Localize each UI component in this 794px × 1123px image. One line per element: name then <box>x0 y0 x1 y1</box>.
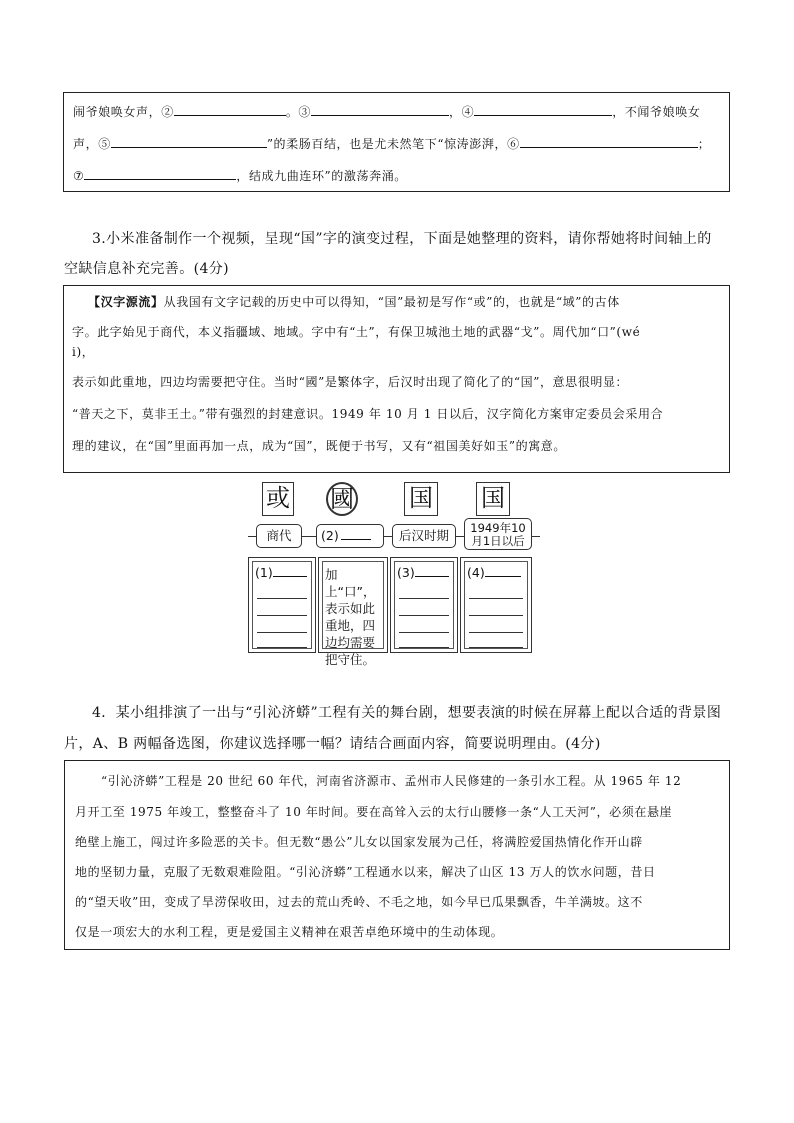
q2-line-1 <box>73 95 700 129</box>
card-4-text <box>467 564 521 581</box>
card-3-label: (3) <box>397 565 415 580</box>
q2-answer-box <box>63 92 730 192</box>
source-line-4: 表示如此重地，四边均需要把守住。当时“國”是繁体字，后汉时出现了简化了的“国”，意思很明显： <box>72 375 629 389</box>
blank-card-3[interactable] <box>415 564 449 577</box>
q3-question-2 <box>64 254 736 284</box>
timeline-card-4 <box>460 557 532 653</box>
q2-line-3 <box>73 159 407 193</box>
source-line-5: “普天之下，莫非王土。”带有强烈的封建意识。1949 年 10 月 1 日以后，汉字简化方案审定委员会采用合 <box>72 407 664 421</box>
q2-text: ； <box>697 137 711 151</box>
q2-text: 声，⑤ <box>73 137 111 151</box>
glyph-or: 或 <box>262 482 294 516</box>
q4-passage-box <box>64 760 730 950</box>
card-4-line[interactable] <box>469 647 523 648</box>
blank-card-1[interactable] <box>273 564 307 577</box>
card-1-line[interactable] <box>257 615 307 616</box>
blank-2[interactable] <box>174 101 286 116</box>
node-1949-line1: 1949年10 <box>470 521 526 535</box>
card-3-line[interactable] <box>399 598 449 599</box>
card-4-label: (4) <box>467 565 485 580</box>
card-3-line[interactable] <box>399 615 449 616</box>
blank-6[interactable] <box>520 133 698 148</box>
source-text: 从我国有文字记载的历史中可以得知，“国”最初是写作“或”的，也就是“域”的古体 <box>163 295 620 309</box>
card-3-line[interactable] <box>399 647 449 648</box>
card-1-label: (1) <box>255 565 273 580</box>
card-4-line[interactable] <box>469 615 523 616</box>
q4-line-2: 片，A、B 两幅备选图，你建议选择哪一幅？请结合画面内容，简要说明理由。(4分) <box>64 736 601 752</box>
q2-text: 。③ <box>285 105 312 119</box>
timeline-node-2 <box>316 524 384 548</box>
blank-7[interactable] <box>84 165 236 180</box>
node-2-label: (2) <box>321 528 339 543</box>
q2-text: ”的柔肠百结，也是尤未然笔下“惊涛澎湃，⑥ <box>266 137 520 151</box>
card-4-line[interactable] <box>469 598 523 599</box>
q2-text: ，结成九曲连环”的激荡奔涌。 <box>236 169 407 183</box>
blank-card-4[interactable] <box>485 564 521 577</box>
glyph-traditional-guo: 國 <box>326 482 358 516</box>
source-line-6: 理的建议，在“国”里面再加一点，成为“国”，既便于书写，又有“祖国美好如玉”的寓意。 <box>72 439 567 453</box>
blank-5[interactable] <box>111 133 267 148</box>
q4-line-1: 4．某小组排演了一出与“引沁济蟒”工程有关的舞台剧，想要表演的时候在屏幕上配以合适的背景图 <box>92 705 722 721</box>
q2-line-2 <box>73 127 710 161</box>
card-2-line-5: 把守住。 <box>325 652 376 667</box>
q3-source-box <box>63 285 730 473</box>
q2-text: ⑦ <box>73 169 85 183</box>
passage-line-2: 月开工至 1975 年竣工，整整奋斗了 10 年时间。要在高耸入云的太行山腰修一条“人工天河”，必须在悬崖 <box>75 805 673 819</box>
passage-line-6: 仅是一项宏大的水利工程，更是爱国主义精神在艰苦卓绝环境中的生动体现。 <box>75 925 504 939</box>
timeline-card-3 <box>390 557 458 653</box>
card-1-text <box>255 564 307 581</box>
timeline-card-1 <box>248 557 316 653</box>
card-2-line-3: 重地，四 <box>325 618 376 633</box>
passage-line-1: “引沁济蟒”工程是 20 世纪 60 年代，河南省济源市、孟州市人民修建的一条引水工程。从 1965 年 12 <box>101 774 682 788</box>
blank-3[interactable] <box>311 101 449 116</box>
source-line-2: 字。此字始见于商代，本义指疆域、地域。字中有“土”，有保卫城池土地的武器“戈”。周代加“口”(wé <box>72 325 641 339</box>
blank-4[interactable] <box>474 101 612 116</box>
node-1949-line2: 月1日以后 <box>471 534 525 548</box>
timeline-node-1949 <box>464 518 532 550</box>
q2-text: 闹爷娘唤女声，② <box>73 105 174 119</box>
card-3-line[interactable] <box>399 632 449 633</box>
card-2-line-4: 边均需要 <box>325 635 376 650</box>
q2-text: ，④ <box>449 105 475 119</box>
card-1-line[interactable] <box>257 598 307 599</box>
timeline-node-shang: 商代 <box>256 524 302 548</box>
source-title: 【汉字源流】 <box>88 295 164 309</box>
passage-line-4: 地的坚韧力量，克服了无数艰难险阻。“引沁济蟒”工程通水以来，解决了山区 13 万人的饮水问题，昔日 <box>75 865 656 879</box>
card-2-text <box>325 566 387 668</box>
card-1-line[interactable] <box>257 647 307 648</box>
q3-question <box>92 224 732 254</box>
q4-question <box>92 698 732 728</box>
q2-text: ，不闻爷娘唤女 <box>612 105 701 119</box>
glyph-simplified-guo-early: 国 <box>404 482 438 516</box>
passage-line-5: 的“望天收”田，变成了旱涝保收田，过去的荒山秃岭、不毛之地，如今早已瓜果飘香，牛羊满坡。这不 <box>75 895 643 909</box>
glyph-simplified-guo: 国 <box>476 482 510 516</box>
card-4-line[interactable] <box>469 632 523 633</box>
card-3-text <box>397 564 449 581</box>
source-line-3: i)， <box>72 345 95 359</box>
q4-question-2 <box>64 729 736 759</box>
card-1-line[interactable] <box>257 632 307 633</box>
q3-line-2: 空缺信息补充完善。(4分) <box>64 261 230 277</box>
card-2-line-1: 加上“口”， <box>325 567 376 599</box>
blank-timeline-2[interactable] <box>341 526 371 540</box>
source-line-1 <box>88 286 620 318</box>
timeline-card-2 <box>318 557 388 667</box>
card-2-line-2: 表示如此 <box>325 601 376 616</box>
q3-line-1: 3.小米准备制作一个视频，呈现“国”字的演变过程，下面是她整理的资料，请你帮她将时间轴上的 <box>92 231 712 247</box>
timeline-node-later-han: 后汉时期 <box>392 524 456 548</box>
passage-line-3: 绝壁上施工，闯过许多险恶的关卡。但无数“愚公”儿女以国家发展为己任，将满腔爱国热情化作开山辟 <box>75 835 643 849</box>
